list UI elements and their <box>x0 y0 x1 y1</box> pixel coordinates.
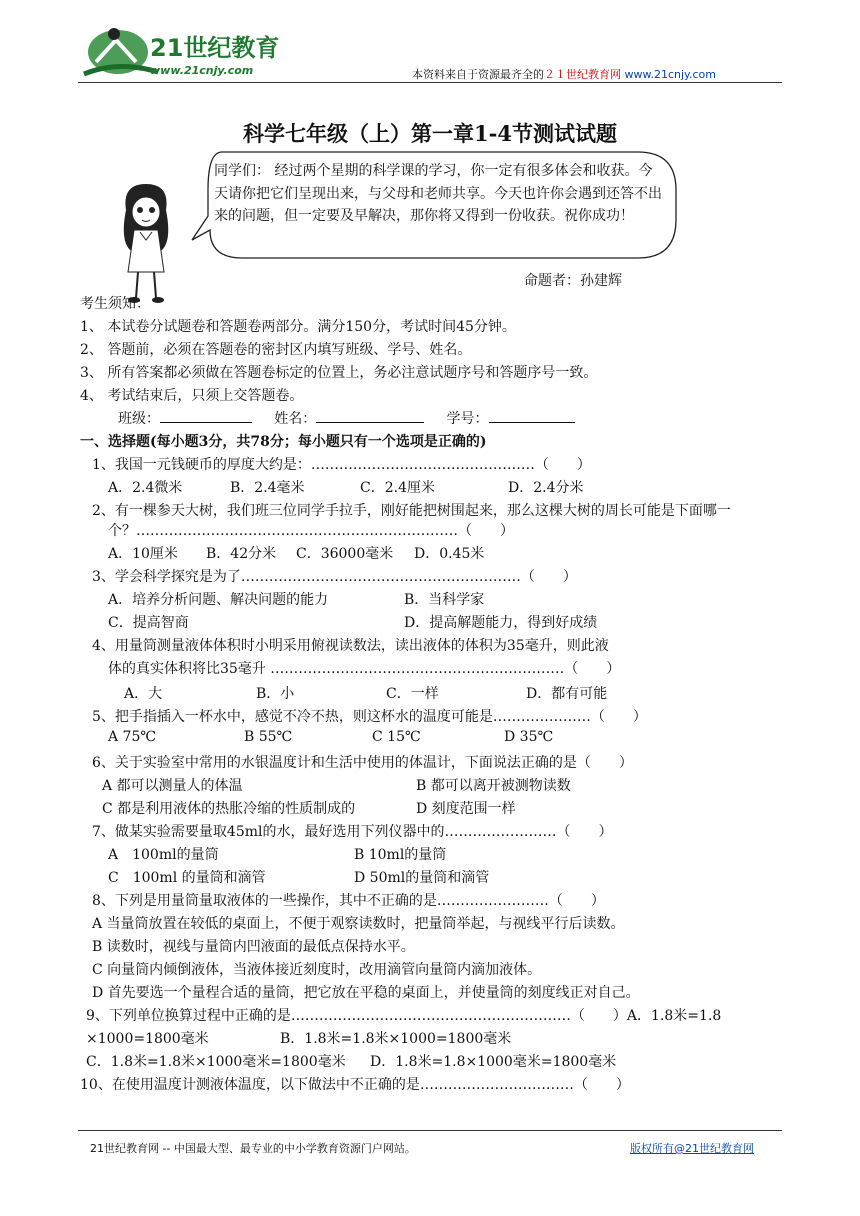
q8-option-b: B 读数时，视线与量筒内凹液面的最低点保持水平。 <box>92 939 415 955</box>
footer-divider <box>78 1130 782 1131</box>
question-9-line-1: 9、下列单位换算过程中正确的是……………………………………………………（ ）A．1.8米=1.8 <box>86 1008 722 1024</box>
q6-option-c: C 都是利用液体的热胀冷缩的性质制成的 <box>102 801 356 817</box>
q3-option-d: D．提高解题能力，得到好成绩 <box>404 615 598 631</box>
student-info-line <box>118 408 575 428</box>
q5-option-a: A 75℃ <box>108 729 157 745</box>
q9-option-c: C．1.8米=1.8米×1000毫米=1800毫米 <box>86 1054 346 1070</box>
q4-option-d: D．都有可能 <box>526 686 608 702</box>
q2-option-c: C．36000毫米 <box>296 546 394 562</box>
q2-option-a: A．10厘米 <box>108 546 178 562</box>
notice-item-3: 3、 所有答案都必须做在答题卷标定的位置上，务必注意试题序号和答题序号一致。 <box>80 365 598 381</box>
q7-option-c: C 100ml 的量筒和滴管 <box>108 870 266 886</box>
question-3: 3、学会科学探究是为了……………………………………………………（ ） <box>92 569 577 585</box>
header-note-red: ２１世纪教育网 <box>544 68 621 81</box>
question-4-line-1: 4、用量筒测量液体体积时小明采用俯视读数法，读出液体的体积为35毫升，则此液 <box>92 638 609 654</box>
q7-option-d: D 50ml的量筒和滴管 <box>354 870 490 886</box>
question-5: 5、把手指插入一杯水中，感觉不冷不热，则这杯水的温度可能是…………………（ ） <box>92 709 647 725</box>
site-logo <box>78 22 288 84</box>
author-line: 命题者：孙建辉 <box>524 273 622 289</box>
q1-option-d: D．2.4分米 <box>508 480 584 496</box>
q9-option-d: D．1.8米=1.8×1000毫米=1800毫米 <box>370 1054 617 1070</box>
class-blank[interactable] <box>160 408 252 423</box>
header-note-prefix: 本资料来自于资源最齐全的 <box>412 68 544 81</box>
q8-option-d: D 首先要选一个量程合适的量筒，把它放在平稳的桌面上，并使量筒的刻度线正对自己。 <box>92 985 640 1001</box>
class-label: 班级： <box>118 411 160 427</box>
question-4-line-2: 体的真实体积将比35毫升 ………………………………………………………（ ） <box>108 661 621 677</box>
q2-option-d: D．0.45米 <box>414 546 485 562</box>
q1-option-c: C．2.4厘米 <box>360 480 435 496</box>
name-blank[interactable] <box>316 408 424 423</box>
notice-item-1: 1、 本试卷分试题卷和答题卷两部分。满分150分，考试时间45分钟。 <box>80 319 516 335</box>
q7-option-a: A 100ml的量筒 <box>108 847 219 863</box>
name-label: 姓名： <box>274 411 317 427</box>
bubble-text: 同学们： 经过两个星期的科学课的学习，你一定有很多体会和收获。今天请你把它们呈现出来，与父母和老师共享。今天也许你会遇到还答不出来的问题，但一定要及早解决，那你将又得到一份收获。祝你成功！ <box>214 163 662 224</box>
logo-url: www.21cnjy.com <box>150 64 254 77</box>
question-10: 10、在使用温度计测液体温度，以下做法中不正确的是……………………………（ ） <box>80 1077 630 1093</box>
q6-option-d: D 刻度范围一样 <box>416 801 516 817</box>
q3-option-a: A．培养分析问题、解决问题的能力 <box>108 592 329 608</box>
page-title: 科学七年级（上）第一章1-4节测试试题 <box>243 121 617 146</box>
q4-option-c: C．一样 <box>386 686 439 702</box>
q1-option-a: A．2.4微米 <box>108 480 183 496</box>
q8-option-a: A 当量筒放置在较低的桌面上，不便于观察读数时，把量筒举起，与视线平行后读数。 <box>92 916 625 932</box>
footer-text: 21世纪教育网 -- 中国最大型、最专业的中小学教育资源门户网站。 <box>90 1142 416 1155</box>
footer-copyright-link[interactable]: 版权所有@21世纪教育网 <box>630 1142 754 1155</box>
id-label: 学号： <box>446 411 489 427</box>
question-1: 1、我国一元钱硬币的厚度大约是：…………………………………………（ ） <box>92 457 591 473</box>
q1-option-b: B．2.4毫米 <box>230 480 305 496</box>
q3-option-c: C．提高智商 <box>108 615 189 631</box>
q7-option-b: B 10ml的量筒 <box>354 847 447 863</box>
question-7: 7、做某实验需要量取45ml的水，最好选用下列仪器中的……………………（ ） <box>92 824 613 840</box>
id-blank[interactable] <box>489 408 575 423</box>
question-8: 8、下列是用量筒量取液体的一些操作，其中不正确的是……………………（ ） <box>92 893 605 909</box>
q9-option-b: B．1.8米=1.8米×1000=1800毫米 <box>280 1031 512 1047</box>
q4-option-a: A．大 <box>124 686 163 702</box>
q9-option-a-cont: ×1000=1800毫米 <box>86 1031 209 1047</box>
q2-option-b: B．42分米 <box>206 546 277 562</box>
question-2-line-2: 个？……………………………………………………………（ ） <box>108 523 514 539</box>
logo-text: 21世纪教育 <box>150 34 280 62</box>
cartoon-girl-illustration <box>112 180 180 304</box>
notice-item-2: 2、 答题前，必须在答题卷的密封区内填写班级、学号、姓名。 <box>80 342 472 358</box>
q5-option-c: C 15℃ <box>372 729 421 745</box>
header-divider <box>78 82 782 83</box>
q3-option-b: B．当科学家 <box>404 592 485 608</box>
notice-heading: 考生须知： <box>80 296 150 312</box>
section-heading: 一、选择题(每小题3分，共78分；每小题只有一个选项是正确的) <box>80 434 487 450</box>
q8-option-c: C 向量筒内倾倒液体，当液体接近刻度时，改用滴管向量筒内滴加液体。 <box>92 962 542 978</box>
question-6: 6、关于实验室中常用的水银温度计和生活中使用的体温计，下面说法正确的是（ ） <box>92 755 633 771</box>
q4-option-b: B．小 <box>256 686 295 702</box>
q5-option-b: B 55℃ <box>244 729 293 745</box>
header-note-site: www.21cnjy.com <box>624 68 716 81</box>
q6-option-a: A 都可以测量人的体温 <box>102 778 243 794</box>
header-note <box>412 66 716 82</box>
notice-item-4: 4、 考试结束后，只须上交答题卷。 <box>80 388 304 404</box>
q5-option-d: D 35℃ <box>504 729 554 745</box>
q6-option-b: B 都可以离开被测物读数 <box>416 778 571 794</box>
question-2-line-1: 2、有一棵参天大树，我们班三位同学手拉手，刚好能把树围起来，那么这棵大树的周长可能是下面哪一 <box>92 503 731 519</box>
